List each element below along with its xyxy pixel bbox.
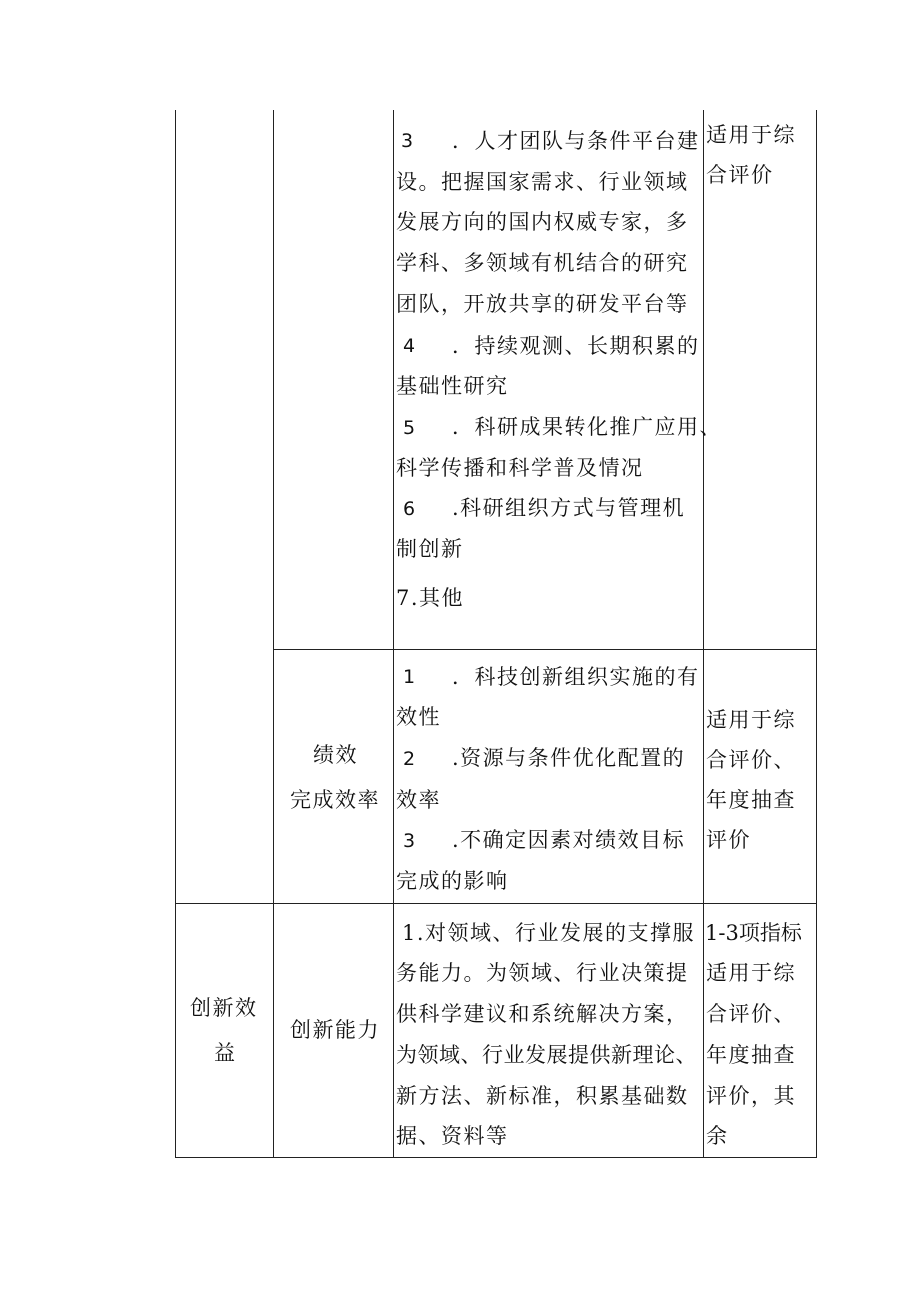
content-line: ．人才团队与条件平台建	[452, 129, 700, 153]
category-line: 创新效	[190, 996, 258, 1020]
note-line: 适用于综	[706, 123, 796, 147]
note-line: 1-3项指标	[705, 921, 802, 945]
content-line: 效性	[396, 705, 441, 729]
content-line: 设。把握国家需求、行业领域	[396, 170, 689, 194]
category-line: 益	[214, 1041, 237, 1065]
item-number: 6	[403, 498, 417, 520]
indicator-line: 完成效率	[290, 788, 380, 812]
column-divider-2	[393, 110, 394, 1158]
content-line: 完成的影响	[396, 869, 509, 893]
content-line: 新方法、新标准，积累基础数	[396, 1084, 689, 1108]
table-border-bottom	[175, 1157, 817, 1158]
content-line: 基础性研究	[396, 374, 509, 398]
content-line: .不确定因素对绩效目标	[452, 828, 686, 852]
item-number: 3	[403, 830, 417, 852]
table-border-right	[816, 110, 817, 1158]
column-divider-3	[703, 110, 704, 1158]
content-line: 制创新	[396, 537, 464, 561]
content-line: 1.对领域、行业发展的支撑服	[402, 921, 696, 945]
table-border-left	[175, 110, 176, 1158]
content-line: .资源与条件优化配置的	[452, 746, 686, 770]
content-line: 务能力。为领域、行业决策提	[396, 961, 689, 985]
row-divider-1	[273, 649, 817, 650]
content-line: 7.其他	[396, 586, 465, 610]
content-line: 为领域、行业发展提供新理论、	[396, 1043, 697, 1067]
indicator-label: 创新能力	[290, 1018, 380, 1042]
content-line: ．科研成果转化推广应用、	[452, 415, 722, 439]
item-number: 3	[401, 130, 415, 152]
row-divider-2	[175, 903, 817, 904]
item-number: 2	[403, 748, 417, 770]
note-line: 适用于综	[706, 708, 796, 732]
note-line: 合评价、	[706, 748, 796, 772]
note-line: 余	[706, 1124, 729, 1148]
content-line: 供科学建议和系统解决方案，	[396, 1002, 689, 1026]
note-line: 年度抽查	[706, 1043, 796, 1067]
content-line: .科研组织方式与管理机	[452, 496, 686, 520]
note-line: 评价，其	[706, 1084, 796, 1108]
indicator-line: 绩效	[313, 743, 358, 767]
item-number: 4	[403, 335, 417, 357]
content-line: 科学传播和科学普及情况	[396, 456, 644, 480]
content-line: 学科、多领域有机结合的研究	[396, 251, 689, 275]
content-line: 据、资料等	[396, 1124, 509, 1148]
content-line: 团队，开放共享的研发平台等	[396, 292, 689, 316]
column-divider-1	[273, 110, 274, 1158]
content-line: 效率	[396, 788, 441, 812]
note-line: 年度抽查	[706, 788, 796, 812]
content-line: 发展方向的国内权威专家，多	[396, 210, 689, 234]
note-line: 合评价、	[706, 1002, 796, 1026]
content-line: ．科技创新组织实施的有	[452, 665, 700, 689]
note-line: 适用于综	[706, 961, 796, 985]
note-line: 合评价	[706, 163, 774, 187]
item-number: 1	[403, 666, 417, 688]
content-line: ．持续观测、长期积累的	[452, 334, 700, 358]
note-line: 评价	[706, 828, 751, 852]
item-number: 5	[403, 417, 417, 439]
